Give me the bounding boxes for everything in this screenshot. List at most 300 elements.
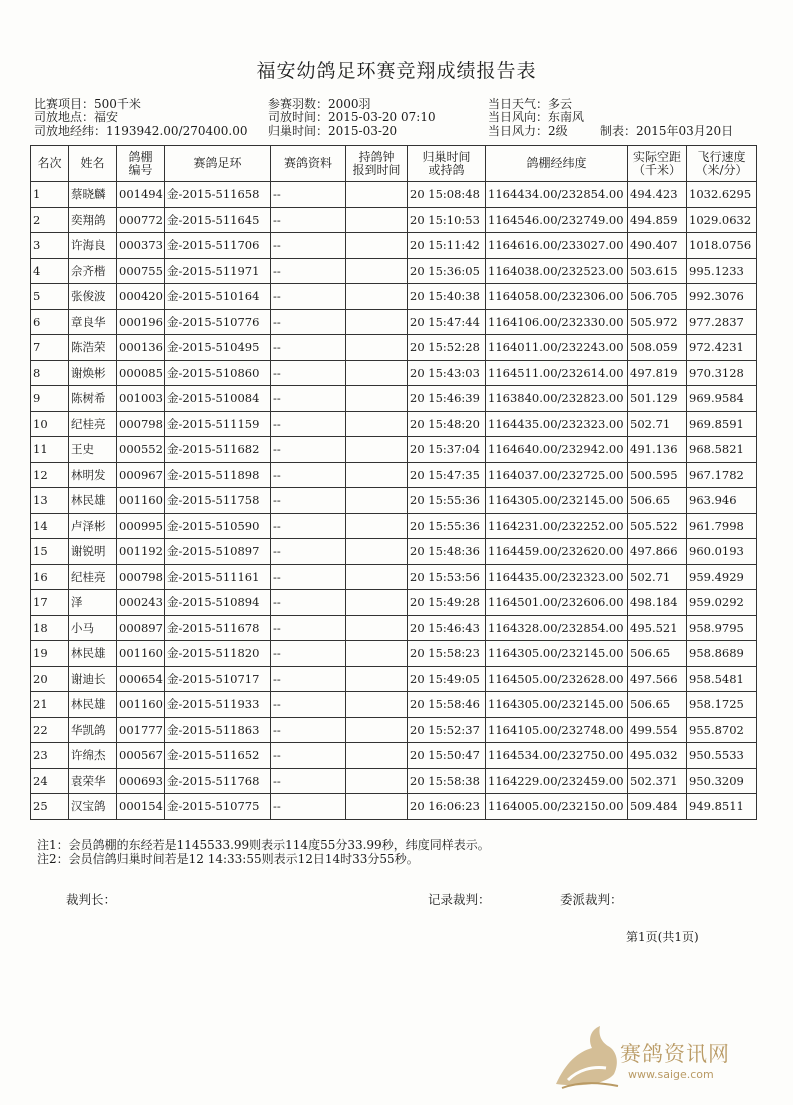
cell-info: -- [271, 615, 346, 641]
cell-rank: 8 [31, 360, 69, 386]
cell-time: 20 15:58:46 [408, 692, 486, 718]
cell-distance: 505.522 [628, 513, 687, 539]
cell-time: 20 15:37:04 [408, 437, 486, 463]
cell-info: -- [271, 488, 346, 514]
cell-info: -- [271, 284, 346, 310]
page-indicator: 第1页(共1页) [626, 930, 699, 944]
col-header-name: 姓名 [69, 146, 117, 182]
cell-loft: 000654 [117, 666, 165, 692]
cell-clock [346, 284, 408, 310]
cell-time: 20 15:46:43 [408, 615, 486, 641]
cell-loft: 001160 [117, 488, 165, 514]
cell-ring: 金-2015-511820 [165, 641, 271, 667]
cell-info: -- [271, 309, 346, 335]
cell-coords: 1164011.00/232243.00 [486, 335, 628, 361]
cell-loft: 000552 [117, 437, 165, 463]
cell-rank: 19 [31, 641, 69, 667]
cell-distance: 500.595 [628, 462, 687, 488]
cell-rank: 18 [31, 615, 69, 641]
cell-coords: 1164305.00/232145.00 [486, 692, 628, 718]
table-row [31, 564, 757, 590]
cell-clock [346, 539, 408, 565]
cell-speed: 972.4231 [687, 335, 757, 361]
table-row [31, 794, 757, 820]
cell-coords: 1164005.00/232150.00 [486, 794, 628, 820]
cell-name: 小马 [69, 615, 117, 641]
cell-coords: 1164511.00/232614.00 [486, 360, 628, 386]
col-header-speed: 飞行速度 （米/分） [687, 146, 757, 182]
cell-distance: 498.184 [628, 590, 687, 616]
cell-name: 谢锐明 [69, 539, 117, 565]
cell-info: -- [271, 564, 346, 590]
cell-info: -- [271, 794, 346, 820]
cell-rank: 6 [31, 309, 69, 335]
cell-ring: 金-2015-510894 [165, 590, 271, 616]
cell-ring: 金-2015-511758 [165, 488, 271, 514]
cell-coords: 1164546.00/232749.00 [486, 207, 628, 233]
cell-ring: 金-2015-511658 [165, 182, 271, 208]
cell-speed: 969.9584 [687, 386, 757, 412]
table-row [31, 488, 757, 514]
cell-clock [346, 411, 408, 437]
col-header-loft: 鸽棚 编号 [117, 146, 165, 182]
cell-name: 佘齐楷 [69, 258, 117, 284]
cell-time: 20 15:55:36 [408, 513, 486, 539]
table-row [31, 539, 757, 565]
info-weather: 当日天气：多云 [488, 97, 573, 111]
table-body [31, 182, 757, 820]
table-row [31, 743, 757, 769]
cell-distance: 494.859 [628, 207, 687, 233]
cell-name: 章良华 [69, 309, 117, 335]
col-header-ring: 赛鸽足环 [165, 146, 271, 182]
cell-coords: 1164505.00/232628.00 [486, 666, 628, 692]
cell-clock [346, 360, 408, 386]
cell-time: 20 15:53:56 [408, 564, 486, 590]
cell-ring: 金-2015-510495 [165, 335, 271, 361]
cell-coords: 1164459.00/232620.00 [486, 539, 628, 565]
table-row [31, 182, 757, 208]
info-release-time: 司放时间：2015-03-20 07:10 [268, 110, 436, 124]
cell-info: -- [271, 513, 346, 539]
cell-coords: 1164229.00/232459.00 [486, 768, 628, 794]
table-row [31, 360, 757, 386]
cell-name: 汉宝鸽 [69, 794, 117, 820]
cell-rank: 9 [31, 386, 69, 412]
cell-time: 20 15:52:37 [408, 717, 486, 743]
cell-distance: 505.972 [628, 309, 687, 335]
cell-name: 林民雄 [69, 488, 117, 514]
cell-coords: 1164434.00/232854.00 [486, 182, 628, 208]
col-header-homing-time: 归巢时间 或持鸽 [408, 146, 486, 182]
info-return-time: 归巢时间：2015-03-20 [268, 124, 398, 138]
cell-distance: 494.423 [628, 182, 687, 208]
cell-rank: 24 [31, 768, 69, 794]
cell-distance: 499.554 [628, 717, 687, 743]
info-release-place: 司放地点：福安 [34, 110, 119, 124]
cell-coords: 1163840.00/232823.00 [486, 386, 628, 412]
cell-distance: 497.819 [628, 360, 687, 386]
cell-info: -- [271, 717, 346, 743]
cell-ring: 金-2015-511678 [165, 615, 271, 641]
cell-name: 纪桂亮 [69, 411, 117, 437]
recording-referee-label: 记录裁判： [428, 892, 491, 907]
cell-rank: 1 [31, 182, 69, 208]
cell-loft: 000420 [117, 284, 165, 310]
cell-speed: 958.5481 [687, 666, 757, 692]
cell-clock [346, 386, 408, 412]
table-row [31, 386, 757, 412]
cell-coords: 1164038.00/232523.00 [486, 258, 628, 284]
cell-speed: 958.1725 [687, 692, 757, 718]
cell-rank: 12 [31, 462, 69, 488]
info-release-coords: 司放地经纬：1193942.00/270400.00 [34, 124, 248, 138]
cell-clock [346, 666, 408, 692]
cell-loft: 000995 [117, 513, 165, 539]
cell-name: 林民雄 [69, 692, 117, 718]
watermark [548, 1022, 768, 1092]
cell-coords: 1164328.00/232854.00 [486, 615, 628, 641]
cell-info: -- [271, 590, 346, 616]
table-row [31, 768, 757, 794]
cell-speed: 1018.0756 [687, 233, 757, 259]
cell-speed: 1029.0632 [687, 207, 757, 233]
cell-loft: 001160 [117, 692, 165, 718]
cell-info: -- [271, 411, 346, 437]
cell-clock [346, 768, 408, 794]
cell-distance: 497.866 [628, 539, 687, 565]
cell-coords: 1164435.00/232323.00 [486, 411, 628, 437]
watermark-url: www.saige.com [628, 1068, 714, 1081]
cell-coords: 1164501.00/232606.00 [486, 590, 628, 616]
cell-distance: 502.371 [628, 768, 687, 794]
cell-clock [346, 233, 408, 259]
cell-name: 奕翔鸽 [69, 207, 117, 233]
cell-speed: 995.1233 [687, 258, 757, 284]
cell-speed: 949.8511 [687, 794, 757, 820]
note-1: 注1：会员鸽棚的东经若是1145533.99则表示114度55分33.99秒，纬度同样表示。 [37, 838, 490, 852]
cell-name: 袁荣华 [69, 768, 117, 794]
col-header-clock: 持鸽钟 报到时间 [346, 146, 408, 182]
cell-info: -- [271, 258, 346, 284]
cell-ring: 金-2015-511706 [165, 233, 271, 259]
cell-time: 20 15:47:35 [408, 462, 486, 488]
cell-ring: 金-2015-511682 [165, 437, 271, 463]
cell-loft: 000136 [117, 335, 165, 361]
cell-clock [346, 794, 408, 820]
cell-loft: 000798 [117, 411, 165, 437]
cell-clock [346, 335, 408, 361]
cell-distance: 502.71 [628, 411, 687, 437]
cell-ring: 金-2015-510084 [165, 386, 271, 412]
cell-clock [346, 258, 408, 284]
cell-rank: 23 [31, 743, 69, 769]
cell-ring: 金-2015-510775 [165, 794, 271, 820]
cell-loft: 000085 [117, 360, 165, 386]
cell-coords: 1164058.00/232306.00 [486, 284, 628, 310]
cell-clock [346, 488, 408, 514]
cell-distance: 497.566 [628, 666, 687, 692]
cell-loft: 000567 [117, 743, 165, 769]
cell-speed: 961.7998 [687, 513, 757, 539]
cell-name: 华凯鸽 [69, 717, 117, 743]
cell-loft: 000693 [117, 768, 165, 794]
cell-clock [346, 182, 408, 208]
cell-coords: 1164305.00/232145.00 [486, 641, 628, 667]
cell-name: 谢焕彬 [69, 360, 117, 386]
cell-rank: 20 [31, 666, 69, 692]
cell-name: 王史 [69, 437, 117, 463]
cell-ring: 金-2015-510897 [165, 539, 271, 565]
cell-distance: 506.65 [628, 692, 687, 718]
cell-coords: 1164105.00/232748.00 [486, 717, 628, 743]
cell-distance: 506.65 [628, 641, 687, 667]
cell-time: 20 15:49:05 [408, 666, 486, 692]
cell-info: -- [271, 666, 346, 692]
cell-info: -- [271, 437, 346, 463]
cell-ring: 金-2015-511863 [165, 717, 271, 743]
notes [37, 838, 490, 866]
cell-name: 泽 [69, 590, 117, 616]
table-row [31, 615, 757, 641]
cell-loft: 001777 [117, 717, 165, 743]
cell-info: -- [271, 386, 346, 412]
cell-speed: 963.946 [687, 488, 757, 514]
cell-name: 蔡晓麟 [69, 182, 117, 208]
results-table [30, 145, 757, 820]
cell-coords: 1164305.00/232145.00 [486, 488, 628, 514]
chief-referee-label: 裁判长： [66, 892, 117, 907]
cell-coords: 1164616.00/233027.00 [486, 233, 628, 259]
note-2: 注2：会员信鸽归巢时间若是12 14:33:55则表示12日14时33分55秒。 [37, 852, 419, 866]
watermark-text: 赛鸽资讯网 [620, 1042, 730, 1066]
cell-distance: 501.129 [628, 386, 687, 412]
table-row [31, 258, 757, 284]
table-row [31, 641, 757, 667]
table-row [31, 513, 757, 539]
table-row [31, 717, 757, 743]
cell-name: 林明发 [69, 462, 117, 488]
cell-speed: 992.3076 [687, 284, 757, 310]
cell-coords: 1164106.00/232330.00 [486, 309, 628, 335]
cell-coords: 1164231.00/232252.00 [486, 513, 628, 539]
cell-coords: 1164037.00/232725.00 [486, 462, 628, 488]
cell-loft: 001192 [117, 539, 165, 565]
cell-rank: 7 [31, 335, 69, 361]
col-header-coords: 鸽棚经纬度 [486, 146, 628, 182]
cell-name: 卢泽彬 [69, 513, 117, 539]
cell-speed: 960.0193 [687, 539, 757, 565]
cell-speed: 977.2837 [687, 309, 757, 335]
cell-rank: 21 [31, 692, 69, 718]
cell-speed: 950.3209 [687, 768, 757, 794]
cell-info: -- [271, 207, 346, 233]
cell-ring: 金-2015-511768 [165, 768, 271, 794]
cell-loft: 001003 [117, 386, 165, 412]
cell-clock [346, 462, 408, 488]
cell-speed: 958.9795 [687, 615, 757, 641]
cell-speed: 950.5533 [687, 743, 757, 769]
cell-loft: 000373 [117, 233, 165, 259]
cell-rank: 16 [31, 564, 69, 590]
cell-coords: 1164435.00/232323.00 [486, 564, 628, 590]
assigned-referee-label: 委派裁判： [560, 892, 623, 907]
cell-rank: 13 [31, 488, 69, 514]
table-row [31, 207, 757, 233]
cell-info: -- [271, 233, 346, 259]
cell-time: 20 15:40:38 [408, 284, 486, 310]
cell-loft: 000967 [117, 462, 165, 488]
table-row [31, 233, 757, 259]
cell-clock [346, 692, 408, 718]
cell-loft: 000755 [117, 258, 165, 284]
cell-name: 陈树希 [69, 386, 117, 412]
cell-time: 20 15:11:42 [408, 233, 486, 259]
cell-time: 20 15:46:39 [408, 386, 486, 412]
pigeon-logo-icon [548, 1022, 628, 1092]
cell-clock [346, 437, 408, 463]
table-row [31, 590, 757, 616]
cell-speed: 969.8591 [687, 411, 757, 437]
cell-info: -- [271, 360, 346, 386]
cell-coords: 1164640.00/232942.00 [486, 437, 628, 463]
cell-info: -- [271, 692, 346, 718]
cell-clock [346, 309, 408, 335]
table-row [31, 692, 757, 718]
info-race-item: 比赛项目：500千米 [34, 97, 141, 111]
cell-clock [346, 717, 408, 743]
cell-distance: 495.521 [628, 615, 687, 641]
cell-rank: 2 [31, 207, 69, 233]
cell-ring: 金-2015-511161 [165, 564, 271, 590]
cell-distance: 503.615 [628, 258, 687, 284]
cell-speed: 959.4929 [687, 564, 757, 590]
col-header-distance: 实际空距 （千米） [628, 146, 687, 182]
cell-loft: 001160 [117, 641, 165, 667]
cell-time: 20 15:58:38 [408, 768, 486, 794]
cell-distance: 509.484 [628, 794, 687, 820]
info-made-date: 制表：2015年03月20日 [600, 124, 734, 138]
cell-distance: 508.059 [628, 335, 687, 361]
table-header-row [31, 146, 757, 182]
cell-distance: 490.407 [628, 233, 687, 259]
cell-ring: 金-2015-511898 [165, 462, 271, 488]
cell-name: 林民雄 [69, 641, 117, 667]
cell-time: 20 15:10:53 [408, 207, 486, 233]
cell-ring: 金-2015-511645 [165, 207, 271, 233]
cell-clock [346, 615, 408, 641]
cell-rank: 17 [31, 590, 69, 616]
cell-loft: 001494 [117, 182, 165, 208]
cell-info: -- [271, 462, 346, 488]
cell-speed: 959.0292 [687, 590, 757, 616]
cell-time: 20 15:43:03 [408, 360, 486, 386]
cell-time: 20 15:52:28 [408, 335, 486, 361]
table-row [31, 666, 757, 692]
cell-clock [346, 743, 408, 769]
cell-speed: 967.1782 [687, 462, 757, 488]
cell-speed: 955.8702 [687, 717, 757, 743]
cell-clock [346, 564, 408, 590]
table-row [31, 437, 757, 463]
cell-rank: 15 [31, 539, 69, 565]
cell-ring: 金-2015-510590 [165, 513, 271, 539]
cell-time: 20 15:49:28 [408, 590, 486, 616]
cell-time: 20 15:50:47 [408, 743, 486, 769]
cell-loft: 000196 [117, 309, 165, 335]
cell-time: 20 15:48:20 [408, 411, 486, 437]
cell-rank: 14 [31, 513, 69, 539]
cell-time: 20 16:06:23 [408, 794, 486, 820]
cell-distance: 506.65 [628, 488, 687, 514]
cell-time: 20 15:55:36 [408, 488, 486, 514]
info-entries: 参赛羽数：2000羽 [268, 97, 371, 111]
cell-info: -- [271, 641, 346, 667]
cell-time: 20 15:47:44 [408, 309, 486, 335]
cell-loft: 000772 [117, 207, 165, 233]
cell-time: 20 15:48:36 [408, 539, 486, 565]
cell-ring: 金-2015-511933 [165, 692, 271, 718]
cell-clock [346, 513, 408, 539]
cell-ring: 金-2015-510776 [165, 309, 271, 335]
cell-distance: 502.71 [628, 564, 687, 590]
cell-name: 陈浩荣 [69, 335, 117, 361]
cell-info: -- [271, 335, 346, 361]
cell-rank: 22 [31, 717, 69, 743]
cell-clock [346, 641, 408, 667]
table-row [31, 335, 757, 361]
cell-ring: 金-2015-510164 [165, 284, 271, 310]
cell-name: 谢迪长 [69, 666, 117, 692]
info-wind-direction: 当日风向：东南风 [488, 110, 585, 124]
cell-rank: 4 [31, 258, 69, 284]
col-header-rank: 名次 [31, 146, 69, 182]
cell-ring: 金-2015-510717 [165, 666, 271, 692]
cell-rank: 3 [31, 233, 69, 259]
cell-distance: 491.136 [628, 437, 687, 463]
cell-loft: 000897 [117, 615, 165, 641]
cell-clock [346, 207, 408, 233]
cell-name: 纪桂亮 [69, 564, 117, 590]
cell-rank: 10 [31, 411, 69, 437]
cell-ring: 金-2015-510860 [165, 360, 271, 386]
cell-time: 20 15:08:48 [408, 182, 486, 208]
page-title: 福安幼鸽足环赛竞翔成绩报告表 [256, 60, 537, 82]
cell-ring: 金-2015-511652 [165, 743, 271, 769]
cell-time: 20 15:36:05 [408, 258, 486, 284]
cell-distance: 506.705 [628, 284, 687, 310]
cell-info: -- [271, 743, 346, 769]
table-row [31, 284, 757, 310]
cell-clock [346, 590, 408, 616]
cell-loft: 000154 [117, 794, 165, 820]
cell-loft: 000798 [117, 564, 165, 590]
cell-rank: 25 [31, 794, 69, 820]
cell-distance: 495.032 [628, 743, 687, 769]
cell-name: 张俊波 [69, 284, 117, 310]
cell-ring: 金-2015-511159 [165, 411, 271, 437]
cell-speed: 968.5821 [687, 437, 757, 463]
table-row [31, 462, 757, 488]
cell-time: 20 15:58:23 [408, 641, 486, 667]
info-wind-force: 当日风力：2级 [488, 124, 568, 138]
cell-speed: 1032.6295 [687, 182, 757, 208]
cell-info: -- [271, 539, 346, 565]
cell-rank: 5 [31, 284, 69, 310]
cell-name: 许绵杰 [69, 743, 117, 769]
cell-info: -- [271, 182, 346, 208]
cell-speed: 970.3128 [687, 360, 757, 386]
